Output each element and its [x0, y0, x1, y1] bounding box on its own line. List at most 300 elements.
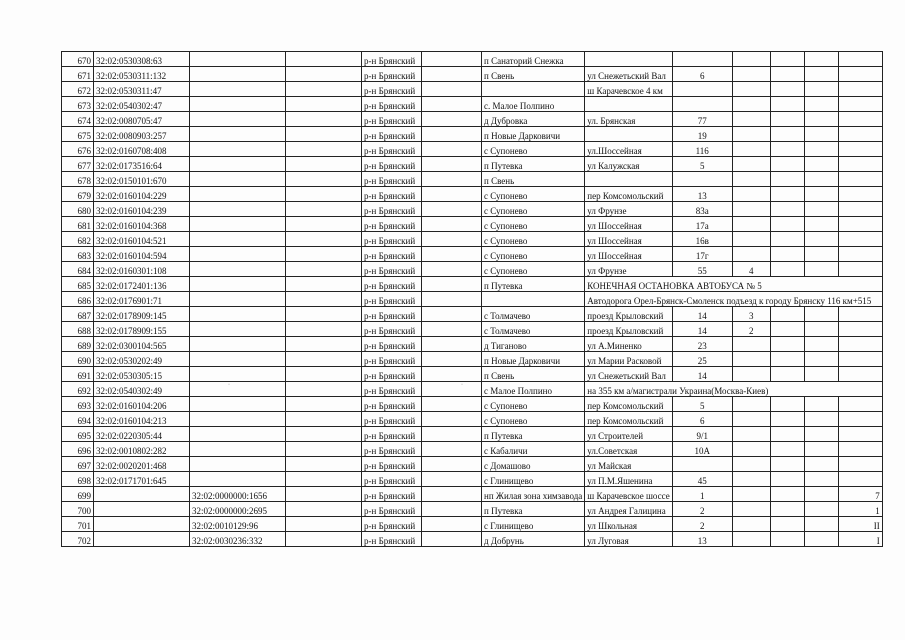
cell-c12 — [804, 172, 838, 187]
cell-settlement: п Путевка — [482, 502, 585, 517]
cell-street — [585, 127, 672, 142]
cell-settlement: п Новые Дарковичи — [482, 352, 585, 367]
cell-cad2 — [190, 97, 286, 112]
cell-cad1: 32:02:0178909:145 — [94, 307, 190, 322]
cell-settlement: п Новые Дарковичи — [482, 127, 585, 142]
cell-corp — [732, 367, 770, 382]
cell-cad2 — [190, 67, 286, 82]
cell-settlement: п Свень — [482, 67, 585, 82]
cell-cad1: 32:02:0160301:108 — [94, 262, 190, 277]
table-row — [62, 52, 883, 67]
cell-district: р-н Брянский — [362, 427, 422, 442]
cell-house: 25 — [672, 352, 732, 367]
table-row — [62, 517, 883, 532]
cell-house: 23 — [672, 337, 732, 352]
cell-district: р-н Брянский — [362, 322, 422, 337]
cell-street: на 355 км а/магистрали Украина(Москва-Киев) — [585, 382, 882, 397]
cell-street: ул П.М.Яшенина — [585, 472, 672, 487]
cell-street: пер Комсомольский — [585, 412, 672, 427]
cell-corp — [732, 352, 770, 367]
cell-settlement: с Толмачево — [482, 307, 585, 322]
cell-corp — [732, 247, 770, 262]
cell-house: 1 — [672, 487, 732, 502]
cell-cad3 — [286, 307, 362, 322]
cell-c11 — [770, 397, 804, 412]
cell-c12 — [804, 247, 838, 262]
cell-district: р-н Брянский — [362, 442, 422, 457]
cell-cad3 — [286, 202, 362, 217]
cell-street: ул Майская — [585, 457, 672, 472]
cell-cad3 — [286, 472, 362, 487]
cell-house: 14 — [672, 367, 732, 382]
cell-street: Автодорога Орел-Брянск-Смоленск подъезд к городу Брянску 116 км+515 — [585, 292, 882, 307]
cell-house: 77 — [672, 112, 732, 127]
cell-cad3 — [286, 67, 362, 82]
cell-cad2 — [190, 397, 286, 412]
cell-settlement: п Путевка — [482, 277, 585, 292]
cell-corp — [732, 112, 770, 127]
cell-c12 — [804, 517, 838, 532]
cell-extra — [422, 112, 482, 127]
cell-house: 5 — [672, 397, 732, 412]
cell-house: 6 — [672, 412, 732, 427]
cell-flat — [838, 217, 882, 232]
cell-extra — [422, 97, 482, 112]
cell-settlement: п Путевка — [482, 427, 585, 442]
cell-c11 — [770, 247, 804, 262]
cell-c12 — [804, 97, 838, 112]
cell-c12 — [804, 427, 838, 442]
cell-house: 83а — [672, 202, 732, 217]
cell-cad1: 32:02:0080705:47 — [94, 112, 190, 127]
cell-district: р-н Брянский — [362, 262, 422, 277]
cell-extra — [422, 202, 482, 217]
cell-flat — [838, 142, 882, 157]
cell-settlement: с Глинищево — [482, 517, 585, 532]
table-row — [62, 232, 883, 247]
cell-settlement: д Добрунь — [482, 532, 585, 547]
cell-flat — [838, 352, 882, 367]
cell-street: ул Андрея Галицина — [585, 502, 672, 517]
cell-corp — [732, 202, 770, 217]
cell-street — [585, 52, 672, 67]
cell-num: 700 — [62, 502, 94, 517]
cell-flat: II — [838, 517, 882, 532]
cell-c12 — [804, 532, 838, 547]
cell-street: ул.Шоссейная — [585, 142, 672, 157]
cell-extra — [422, 412, 482, 427]
cell-c12 — [804, 142, 838, 157]
cell-district: р-н Брянский — [362, 502, 422, 517]
table-row — [62, 127, 883, 142]
cell-cad2 — [190, 277, 286, 292]
cell-corp — [732, 412, 770, 427]
cell-district: р-н Брянский — [362, 472, 422, 487]
cell-district: р-н Брянский — [362, 487, 422, 502]
cell-house: 45 — [672, 472, 732, 487]
cell-cad2 — [190, 172, 286, 187]
cell-district: р-н Брянский — [362, 277, 422, 292]
cell-num: 671 — [62, 67, 94, 82]
cell-cad1: 32:02:0540302:49 — [94, 382, 190, 397]
cell-street: ул Снежетьский Вал — [585, 67, 672, 82]
cell-cad1: 32:02:0530311:132 — [94, 67, 190, 82]
cell-house: 55 — [672, 262, 732, 277]
cell-extra — [422, 487, 482, 502]
cell-flat — [838, 232, 882, 247]
cell-flat — [838, 52, 882, 67]
cell-cad2 — [190, 82, 286, 97]
cell-cad3 — [286, 232, 362, 247]
cell-house — [672, 52, 732, 67]
cell-c11 — [770, 127, 804, 142]
cell-extra — [422, 457, 482, 472]
cell-house: 5 — [672, 157, 732, 172]
cell-extra — [422, 502, 482, 517]
cell-extra — [422, 277, 482, 292]
cell-c11 — [770, 262, 804, 277]
cell-house: 19 — [672, 127, 732, 142]
cell-house: 14 — [672, 307, 732, 322]
cell-c12 — [804, 442, 838, 457]
cell-corp — [732, 472, 770, 487]
cell-cad2 — [190, 472, 286, 487]
cell-flat — [838, 427, 882, 442]
cell-cad3 — [286, 487, 362, 502]
scan-speck: · — [461, 382, 463, 388]
cell-num: 694 — [62, 412, 94, 427]
table-row — [62, 82, 883, 97]
cell-c11 — [770, 367, 804, 382]
cell-settlement: с Супонево — [482, 232, 585, 247]
table-row — [62, 292, 883, 307]
cell-c11 — [770, 487, 804, 502]
address-registry-table — [61, 51, 883, 547]
cell-num: 691 — [62, 367, 94, 382]
cell-corp — [732, 172, 770, 187]
cell-c11 — [770, 427, 804, 442]
cell-extra — [422, 382, 482, 397]
table-row — [62, 202, 883, 217]
cell-cad1: 32:02:0080903:257 — [94, 127, 190, 142]
cell-cad1: 32:02:0530202:49 — [94, 352, 190, 367]
cell-c11 — [770, 322, 804, 337]
cell-flat — [838, 82, 882, 97]
cell-corp — [732, 487, 770, 502]
cell-cad1: 32:02:0160104:368 — [94, 217, 190, 232]
cell-cad3 — [286, 442, 362, 457]
cell-settlement: п Свень — [482, 367, 585, 382]
cell-cad2 — [190, 307, 286, 322]
cell-district: р-н Брянский — [362, 142, 422, 157]
cell-extra — [422, 472, 482, 487]
cell-c12 — [804, 112, 838, 127]
cell-corp — [732, 337, 770, 352]
cell-cad2 — [190, 202, 286, 217]
cell-district: р-н Брянский — [362, 112, 422, 127]
cell-settlement: с Супонево — [482, 412, 585, 427]
cell-cad2: 32:02:0000000:1656 — [190, 487, 286, 502]
cell-cad1: 32:02:0178909:155 — [94, 322, 190, 337]
cell-cad2 — [190, 112, 286, 127]
cell-cad3 — [286, 82, 362, 97]
cell-extra — [422, 172, 482, 187]
table-row — [62, 217, 883, 232]
cell-cad3 — [286, 427, 362, 442]
cell-cad3 — [286, 382, 362, 397]
cell-house — [672, 82, 732, 97]
cell-settlement: п Санаторий Снежка — [482, 52, 585, 67]
cell-district: р-н Брянский — [362, 352, 422, 367]
cell-flat — [838, 412, 882, 427]
cell-extra — [422, 67, 482, 82]
cell-district: р-н Брянский — [362, 202, 422, 217]
cell-street: ул Фрунзе — [585, 262, 672, 277]
cell-c12 — [804, 502, 838, 517]
cell-cad1: 32:02:0172401:136 — [94, 277, 190, 292]
table-body — [62, 52, 883, 547]
cell-c11 — [770, 202, 804, 217]
cell-extra — [422, 367, 482, 382]
cell-district: р-н Брянский — [362, 517, 422, 532]
cell-c11 — [770, 352, 804, 367]
cell-cad2 — [190, 337, 286, 352]
table-row — [62, 472, 883, 487]
cell-extra — [422, 217, 482, 232]
cell-house — [672, 457, 732, 472]
cell-num: 676 — [62, 142, 94, 157]
cell-cad1: 32:02:0160104:213 — [94, 412, 190, 427]
cell-settlement: с Толмачево — [482, 322, 585, 337]
cell-district: р-н Брянский — [362, 172, 422, 187]
cell-cad1: 32:02:0160104:594 — [94, 247, 190, 262]
cell-corp — [732, 97, 770, 112]
cell-num: 687 — [62, 307, 94, 322]
cell-settlement: с Супонево — [482, 142, 585, 157]
cell-extra — [422, 337, 482, 352]
cell-c11 — [770, 142, 804, 157]
cell-cad3 — [286, 412, 362, 427]
cell-c12 — [804, 52, 838, 67]
cell-corp — [732, 442, 770, 457]
cell-num: 699 — [62, 487, 94, 502]
cell-corp — [732, 52, 770, 67]
cell-cad3 — [286, 262, 362, 277]
cell-c12 — [804, 217, 838, 232]
cell-c11 — [770, 217, 804, 232]
table-row — [62, 352, 883, 367]
cell-settlement: с Малое Полпино — [482, 382, 585, 397]
cell-c12 — [804, 232, 838, 247]
table-row — [62, 502, 883, 517]
cell-cad1: 32:02:0160104:521 — [94, 232, 190, 247]
cell-c12 — [804, 412, 838, 427]
cell-district: р-н Брянский — [362, 52, 422, 67]
cell-c11 — [770, 517, 804, 532]
cell-flat — [838, 187, 882, 202]
cell-street: ш Карачевское шоссе — [585, 487, 672, 502]
cell-cad3 — [286, 352, 362, 367]
cell-cad2 — [190, 127, 286, 142]
cell-cad3 — [286, 142, 362, 157]
table-row — [62, 67, 883, 82]
cell-c11 — [770, 337, 804, 352]
cell-corp — [732, 142, 770, 157]
cell-street: ул Фрунзе — [585, 202, 672, 217]
cell-extra — [422, 442, 482, 457]
cell-num: 677 — [62, 157, 94, 172]
cell-c12 — [804, 127, 838, 142]
cell-settlement: с Супонево — [482, 397, 585, 412]
cell-c12 — [804, 367, 838, 382]
cell-c12 — [804, 202, 838, 217]
cell-district: р-н Брянский — [362, 382, 422, 397]
cell-district: р-н Брянский — [362, 337, 422, 352]
cell-cad2 — [190, 382, 286, 397]
cell-num: 688 — [62, 322, 94, 337]
cell-corp — [732, 67, 770, 82]
cell-cad1: 32:02:0220305:44 — [94, 427, 190, 442]
cell-cad2 — [190, 322, 286, 337]
cell-cad2 — [190, 412, 286, 427]
cell-settlement: с Супонево — [482, 262, 585, 277]
cell-flat — [838, 457, 882, 472]
cell-extra — [422, 352, 482, 367]
cell-cad1 — [94, 532, 190, 547]
cell-c11 — [770, 442, 804, 457]
cell-district: р-н Брянский — [362, 457, 422, 472]
cell-num: 678 — [62, 172, 94, 187]
table-row — [62, 112, 883, 127]
cell-extra — [422, 82, 482, 97]
cell-num: 681 — [62, 217, 94, 232]
table-row — [62, 262, 883, 277]
cell-street: ул.Советская — [585, 442, 672, 457]
cell-house: 10А — [672, 442, 732, 457]
cell-flat — [838, 202, 882, 217]
cell-cad2: 32:02:0010129:96 — [190, 517, 286, 532]
cell-house: 13 — [672, 532, 732, 547]
cell-cad1: 32:02:0150101:670 — [94, 172, 190, 187]
cell-num: 673 — [62, 97, 94, 112]
cell-cad1 — [94, 502, 190, 517]
cell-c11 — [770, 172, 804, 187]
cell-num: 698 — [62, 472, 94, 487]
table-row — [62, 337, 883, 352]
cell-settlement: с Супонево — [482, 187, 585, 202]
cell-house: 17а — [672, 217, 732, 232]
table-row — [62, 142, 883, 157]
cell-c11 — [770, 112, 804, 127]
cell-district: р-н Брянский — [362, 532, 422, 547]
cell-street: пер Комсомольский — [585, 187, 672, 202]
cell-cad3 — [286, 322, 362, 337]
cell-corp: 3 — [732, 307, 770, 322]
cell-settlement — [482, 292, 585, 307]
cell-flat — [838, 172, 882, 187]
cell-settlement: п Путевка — [482, 157, 585, 172]
cell-flat — [838, 157, 882, 172]
cell-street: ул. Брянская — [585, 112, 672, 127]
cell-c11 — [770, 457, 804, 472]
cell-num: 702 — [62, 532, 94, 547]
cell-num: 684 — [62, 262, 94, 277]
cell-corp — [732, 232, 770, 247]
cell-c12 — [804, 187, 838, 202]
cell-street: проезд Крыловский — [585, 307, 672, 322]
cell-c12 — [804, 262, 838, 277]
cell-num: 685 — [62, 277, 94, 292]
cell-settlement: с Супонево — [482, 247, 585, 262]
cell-street: ш Карачевское 4 км — [585, 82, 672, 97]
cell-cad3 — [286, 187, 362, 202]
cell-cad1: 32:02:0530308:63 — [94, 52, 190, 67]
cell-flat — [838, 307, 882, 322]
cell-cad1: 32:02:0300104:565 — [94, 337, 190, 352]
cell-cad3 — [286, 292, 362, 307]
cell-corp — [732, 82, 770, 97]
cell-corp: 4 — [732, 262, 770, 277]
cell-street: проезд Крыловский — [585, 322, 672, 337]
cell-c12 — [804, 397, 838, 412]
cell-district: р-н Брянский — [362, 307, 422, 322]
table-row — [62, 457, 883, 472]
cell-extra — [422, 322, 482, 337]
cell-cad2: 32:02:0030236:332 — [190, 532, 286, 547]
cell-house — [672, 97, 732, 112]
cell-cad2 — [190, 367, 286, 382]
cell-cad3 — [286, 502, 362, 517]
cell-c12 — [804, 307, 838, 322]
cell-extra — [422, 292, 482, 307]
cell-num: 695 — [62, 427, 94, 442]
cell-cad1: 32:02:0020201:468 — [94, 457, 190, 472]
cell-district: р-н Брянский — [362, 97, 422, 112]
cell-street — [585, 97, 672, 112]
cell-extra — [422, 232, 482, 247]
table-row — [62, 157, 883, 172]
cell-house: 2 — [672, 517, 732, 532]
cell-cad1: 32:02:0173516:64 — [94, 157, 190, 172]
cell-extra — [422, 307, 482, 322]
cell-cad2 — [190, 262, 286, 277]
cell-flat — [838, 367, 882, 382]
cell-corp — [732, 457, 770, 472]
cell-house: 9/1 — [672, 427, 732, 442]
cell-district: р-н Брянский — [362, 157, 422, 172]
cell-settlement: нп Жилая зона химзавода — [482, 487, 585, 502]
table-row — [62, 397, 883, 412]
cell-house: 14 — [672, 322, 732, 337]
cell-cad3 — [286, 97, 362, 112]
cell-num: 692 — [62, 382, 94, 397]
table-row — [62, 382, 883, 397]
cell-cad2 — [190, 232, 286, 247]
cell-corp — [732, 517, 770, 532]
cell-cad3 — [286, 532, 362, 547]
cell-extra — [422, 157, 482, 172]
cell-street — [585, 172, 672, 187]
scan-speck: · — [228, 382, 230, 388]
cell-street: ул Калужская — [585, 157, 672, 172]
cell-c11 — [770, 232, 804, 247]
cell-c12 — [804, 472, 838, 487]
cell-cad2: 32:02:0000000:2695 — [190, 502, 286, 517]
cell-c11 — [770, 157, 804, 172]
cell-cad1: 32:02:0530311:47 — [94, 82, 190, 97]
cell-district: р-н Брянский — [362, 412, 422, 427]
cell-c12 — [804, 322, 838, 337]
